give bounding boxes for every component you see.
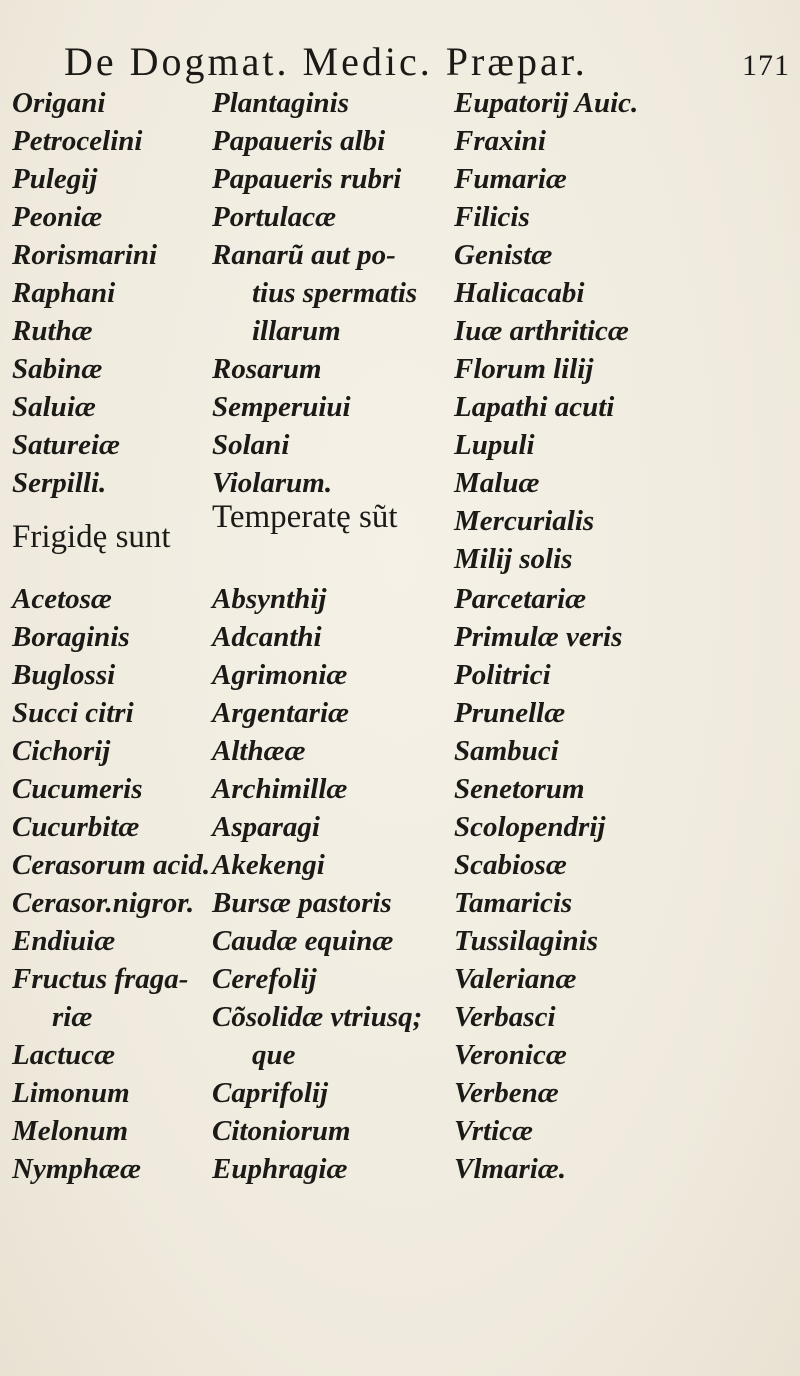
list-item: Filicis xyxy=(454,201,530,233)
list-item: Acetosæ xyxy=(12,583,112,615)
list-item: Fraxini xyxy=(454,125,546,157)
list-item: Limonum xyxy=(12,1077,130,1109)
list-item: Vrticæ xyxy=(454,1115,533,1147)
list-item: Valerianæ xyxy=(454,963,577,995)
list-item: Verbasci xyxy=(454,1001,556,1033)
list-item: Satureiæ xyxy=(12,429,120,461)
list-item: Parcetariæ xyxy=(454,583,587,615)
list-item: Adcanthi xyxy=(212,621,322,653)
list-item: Absynthij xyxy=(212,583,327,615)
list-item: Cucumeris xyxy=(12,773,143,805)
list-item: Veronicæ xyxy=(454,1039,567,1071)
list-item: Agrimoniæ xyxy=(212,659,348,691)
list-item: Cucurbitæ xyxy=(12,811,140,843)
list-item: Portulacæ xyxy=(212,201,337,233)
list-item: Euphragiæ xyxy=(212,1153,348,1185)
list-item: Buglossi xyxy=(12,659,116,691)
list-item: Tussilaginis xyxy=(454,925,598,957)
list-item: Scabiosæ xyxy=(454,849,567,881)
list-item: Rorismarini xyxy=(12,239,158,271)
heading-frigidae: Frigidę sunt xyxy=(12,519,171,555)
list-column-1-top xyxy=(12,84,157,502)
list-item: Sabinæ xyxy=(12,353,103,385)
list-item: Argentariæ xyxy=(212,697,349,729)
list-item: Origani xyxy=(12,87,106,119)
list-item: Ruthæ xyxy=(12,315,93,347)
list-item: Prunellæ xyxy=(454,697,566,729)
list-item: Cõsolidæ vtriusq; xyxy=(212,1001,423,1033)
running-title: De Dogmat. Medic. Præpar. xyxy=(64,39,588,84)
list-column-2-top xyxy=(212,84,417,502)
list-item: Pulegij xyxy=(12,163,98,195)
list-item: Archimillæ xyxy=(212,773,348,805)
list-item: Violarum. xyxy=(212,467,333,499)
list-item: Bursæ pastoris xyxy=(212,887,392,919)
list-item: Endiuiæ xyxy=(12,925,116,957)
list-item: Lupuli xyxy=(454,429,535,461)
list-item: Plantaginis xyxy=(212,87,349,119)
list-item: Semperuiui xyxy=(212,391,351,423)
list-item: Petrocelini xyxy=(12,125,143,157)
list-item: Senetorum xyxy=(454,773,585,805)
list-item: Florum lilij xyxy=(454,353,594,385)
list-column-1-bottom xyxy=(12,580,210,1188)
list-item: Papaueris rubri xyxy=(212,163,402,195)
list-item: que xyxy=(252,1039,296,1071)
page-number: 171 xyxy=(742,49,790,82)
list-item: Raphani xyxy=(12,277,116,309)
list-item: Nymphææ xyxy=(12,1153,141,1185)
list-item: Cerefolij xyxy=(212,963,317,995)
list-item: Primulæ veris xyxy=(454,621,623,653)
list-item: Fumariæ xyxy=(454,163,567,195)
list-item: Fructus fraga- xyxy=(12,963,189,995)
list-item: Solani xyxy=(212,429,290,461)
list-item: Verbenæ xyxy=(454,1077,559,1109)
list-item: Cerasor.nigror. xyxy=(12,887,195,919)
list-item: Melonum xyxy=(12,1115,129,1147)
list-item: Althææ xyxy=(212,735,306,767)
list-column-3-bottom xyxy=(454,580,622,1188)
list-item: Akekengi xyxy=(212,849,325,881)
list-item: illarum xyxy=(252,315,341,347)
list-item: Lapathi acuti xyxy=(454,391,615,423)
list-item: Mercurialis xyxy=(454,505,595,537)
list-item: Asparagi xyxy=(212,811,320,843)
list-item: Peoniæ xyxy=(12,201,103,233)
list-item: Maluæ xyxy=(454,467,540,499)
list-item: Halicacabi xyxy=(454,277,585,309)
list-item: Milij solis xyxy=(454,543,573,575)
list-item: Cerasorum acid. xyxy=(12,849,211,881)
list-item: Papaueris albi xyxy=(212,125,386,157)
list-item: Rosarum xyxy=(212,353,322,385)
list-item: Ranarũ aut po- xyxy=(212,239,396,271)
list-item: Genistæ xyxy=(454,239,553,271)
list-column-3-top xyxy=(454,84,638,578)
list-item: Citoniorum xyxy=(212,1115,351,1147)
list-item: Cichorij xyxy=(12,735,111,767)
list-item: Scolopendrij xyxy=(454,811,606,843)
list-item: Sambuci xyxy=(454,735,559,767)
list-item: Boraginis xyxy=(12,621,130,653)
list-item: Iuæ arthriticæ xyxy=(454,315,629,347)
list-column-2-bottom xyxy=(212,580,422,1188)
list-item: Succi citri xyxy=(12,697,134,729)
list-item: Caprifolij xyxy=(212,1077,329,1109)
list-item: Lactucæ xyxy=(12,1039,116,1071)
list-item: Politrici xyxy=(454,659,551,691)
list-item: tius spermatis xyxy=(252,277,418,309)
heading-temperatae: Temperatę sũt xyxy=(212,499,398,535)
running-header xyxy=(64,38,790,85)
list-item: Tamaricis xyxy=(454,887,573,919)
list-item: riæ xyxy=(52,1001,93,1033)
list-item: Caudæ equinæ xyxy=(212,925,394,957)
list-item: Eupatorij Auic. xyxy=(454,87,639,119)
list-item: Saluiæ xyxy=(12,391,96,423)
list-item: Serpilli. xyxy=(12,467,107,499)
list-item: Vlmariæ. xyxy=(454,1153,566,1185)
